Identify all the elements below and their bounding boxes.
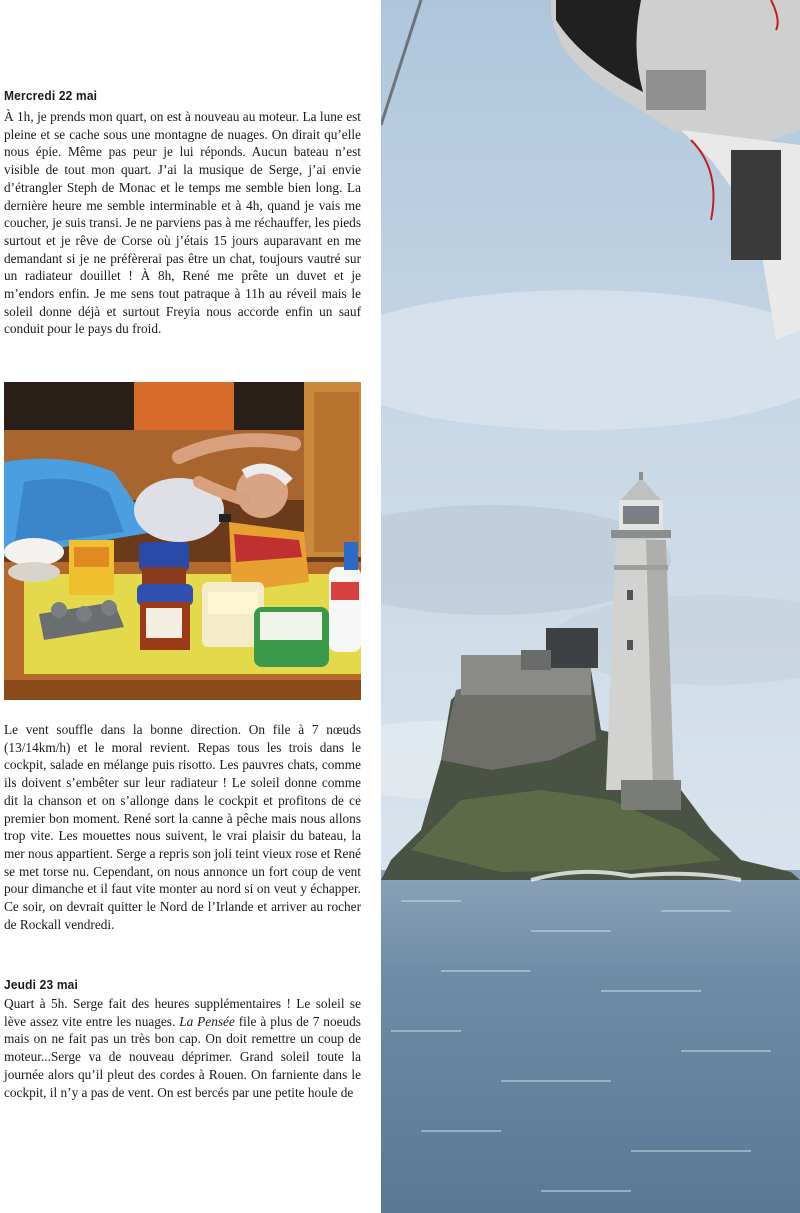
paragraph-thursday (4, 995, 361, 1101)
photo-cabin-meal (4, 382, 361, 700)
section-heading-wednesday: Mercredi 22 mai (4, 88, 98, 103)
paragraph-wednesday-day: Le vent souffle dans la bonne direction. On file à 7 nœuds (13/14km/h) et le moral revient. Repas tous les trois dans le cockpit, salade en mélange puis risotto. Les pauvres chats, comme ils doivent s’embêter sur leur radiateur ! Le soleil donne comme dit la chanson et on s’allonge dans le cockpit et profitons de ce premier bon moment. René sort la canne à pêche mais nous allons trop vite. Les mouettes nous suivent, le vrai plaisir du bateau, la mer nous appartient. Serge a repris son joli teint vieux rose et René se met torse nu. Cependant, on nous annonce un fort coup de vent pour dimanche et il faut vite monter au nord si on veut y échapper. Ce soir, on devrait quitter le Nord de l’Irlande et arriver au rocher de Rockall vendredi. (4, 722, 361, 932)
paragraph-thursday-part2: file à plus de 7 noeuds mais on ne fait pas un très bon cap. On doit remettre un coup de moteur...Serge va de nouveau déprimer. Grand soleil toute la journée alors qu’il pleut des cordes à Rouen. On farniente dans le cockpit, il n’y a pas de vent. On est bercés par une petite houle de (4, 1013, 361, 1100)
section-heading-thursday: Jeudi 23 mai (4, 977, 79, 992)
paragraph-wednesday-night: À 1h, je prends mon quart, on est à nouveau au moteur. La lune est pleine et se cache sous une montagne de nuages. On dirait qu’elle nous épie. Même pas peur je lui réponds. Aucun bateau n’est visible de tout mon quart. J’ai la musique de Serge, j’ai envie d’étrangler Steph de Monac et le temps me semble bien long. La dernière heure me semble interminable et à 4h, quand je vais me coucher, je suis transi. Je ne parviens pas à me réchauffer, les pieds surtout et je rêve de Corse où j’étais 15 jours auparavant en me demandant si je ne préfèrerai pas être un chat, toujours vautré sur un radiateur douillet ! À 8h, René me prête un duvet et je m’endors enfin. Je me sens tout patraque à 11h au réveil mais le soleil donne déjà et surtout Freyia nous accorde enfin un sauf conduit pour le pays du froid. (4, 109, 361, 337)
photo-lighthouse-rock (381, 0, 800, 1213)
boat-name: La Pensée (179, 1013, 235, 1029)
paragraph-thursday-part1: Quart à 5h. Serge fait des heures supplémentaires ! Le soleil se lève assez vite entre les nuages. (4, 996, 361, 1029)
